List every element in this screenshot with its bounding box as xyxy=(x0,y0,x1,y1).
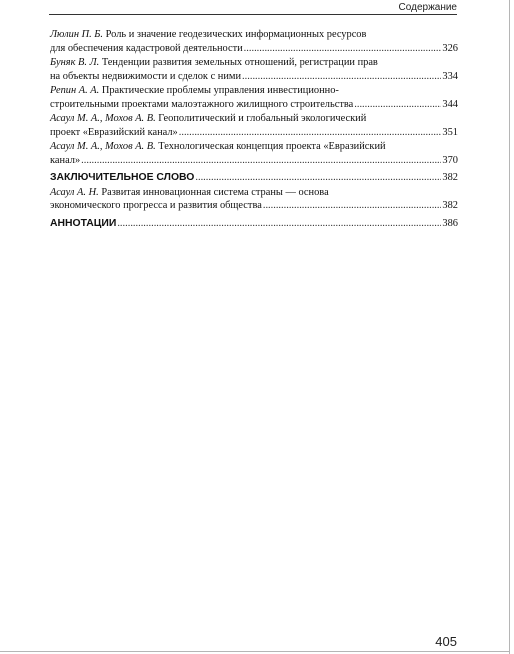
toc-entry-first-line xyxy=(50,140,458,154)
toc-entry-first-line xyxy=(50,112,458,126)
page-number: 405 xyxy=(435,634,457,649)
toc-entry xyxy=(50,84,458,111)
toc-entry-page: 334 xyxy=(442,70,458,82)
page-edge-bottom xyxy=(0,651,510,652)
toc-entry xyxy=(50,186,458,213)
dot-leader xyxy=(354,98,441,112)
toc-entry xyxy=(50,140,458,167)
toc-entry xyxy=(50,112,458,139)
toc-entry-title-part: строительными проектами малоэтажного жилищного строительства xyxy=(50,98,354,110)
toc-entry-last-line xyxy=(50,154,458,168)
toc-entry-first-line xyxy=(50,84,458,98)
toc-section-line xyxy=(50,171,458,185)
toc-entry-page: 326 xyxy=(442,42,458,54)
toc-entry xyxy=(50,28,458,55)
toc-entry-page: 382 xyxy=(442,200,458,211)
toc-section-title: ЗАКЛЮЧИТЕЛЬНОЕ СЛОВО xyxy=(50,172,195,183)
toc-entry-first-line xyxy=(50,186,458,200)
toc-entry-last-line xyxy=(50,126,458,140)
dot-leader xyxy=(242,70,441,84)
toc-entry-author: Асаул А. Н. xyxy=(50,186,99,198)
dot-leader xyxy=(195,171,441,185)
toc-entry-page: 351 xyxy=(442,126,458,138)
toc-section xyxy=(50,217,458,231)
toc-entry-author: Буняк В. Л. xyxy=(50,57,100,68)
toc-entry-last-line xyxy=(50,199,458,213)
toc-entry-last-line xyxy=(50,98,458,112)
toc-entry-title-part: Геополитический и глобальный экологический xyxy=(158,113,367,124)
dot-leader xyxy=(117,217,441,231)
dot-leader xyxy=(179,126,442,140)
table-of-contents xyxy=(50,28,458,230)
toc-section-title: АННОТАЦИИ xyxy=(50,217,117,229)
toc-section-line xyxy=(50,217,458,231)
page-edge-right xyxy=(509,0,510,654)
running-header: Содержание xyxy=(398,2,457,13)
toc-entry-first-line xyxy=(50,56,458,70)
toc-entry-author: Репин А. А. xyxy=(50,85,100,96)
toc-entry-title-part: Развитая инновационная система страны — основа xyxy=(101,186,329,198)
toc-entry-title-part: Практические проблемы управления инвестиционно- xyxy=(101,85,339,96)
dot-leader xyxy=(81,154,441,168)
toc-entry-author: Люлин П. Б. xyxy=(50,29,104,40)
toc-entry-title-part: Роль и значение геодезических информационных ресурсов xyxy=(105,29,367,40)
toc-entry-title-part: для обеспечения кадастровой деятельности xyxy=(50,42,243,54)
toc-entry-last-line xyxy=(50,42,458,56)
toc-entry-title-part: канал» xyxy=(50,154,81,166)
toc-entry-page: 344 xyxy=(442,98,458,110)
toc-entry-title-part: проект «Евразийский канал» xyxy=(50,126,178,138)
toc-entry-title-part: на объекты недвижимости и сделок с ними xyxy=(50,70,242,82)
toc-section xyxy=(50,171,458,185)
toc-entry-title-part: Тенденции развития земельных отношений, регистрации прав xyxy=(101,57,378,68)
toc-entry xyxy=(50,56,458,83)
toc-entry-last-line xyxy=(50,70,458,84)
toc-entry-title-part: Технологическая концепция проекта «Евразийский xyxy=(158,141,386,152)
toc-entry-author: Асаул М. А., Мохов А. В. xyxy=(50,113,156,124)
toc-section-page: 382 xyxy=(442,172,458,183)
header-rule xyxy=(49,14,457,15)
toc-entry-title-part: экономического прогресса и развития общества xyxy=(50,200,262,211)
toc-entry-first-line xyxy=(50,28,458,42)
toc-entry-author: Асаул М. А., Мохов А. В. xyxy=(50,141,156,152)
toc-entry-page: 370 xyxy=(442,154,458,166)
toc-section-page: 386 xyxy=(442,217,458,229)
dot-leader xyxy=(244,42,442,56)
dot-leader xyxy=(263,199,442,213)
